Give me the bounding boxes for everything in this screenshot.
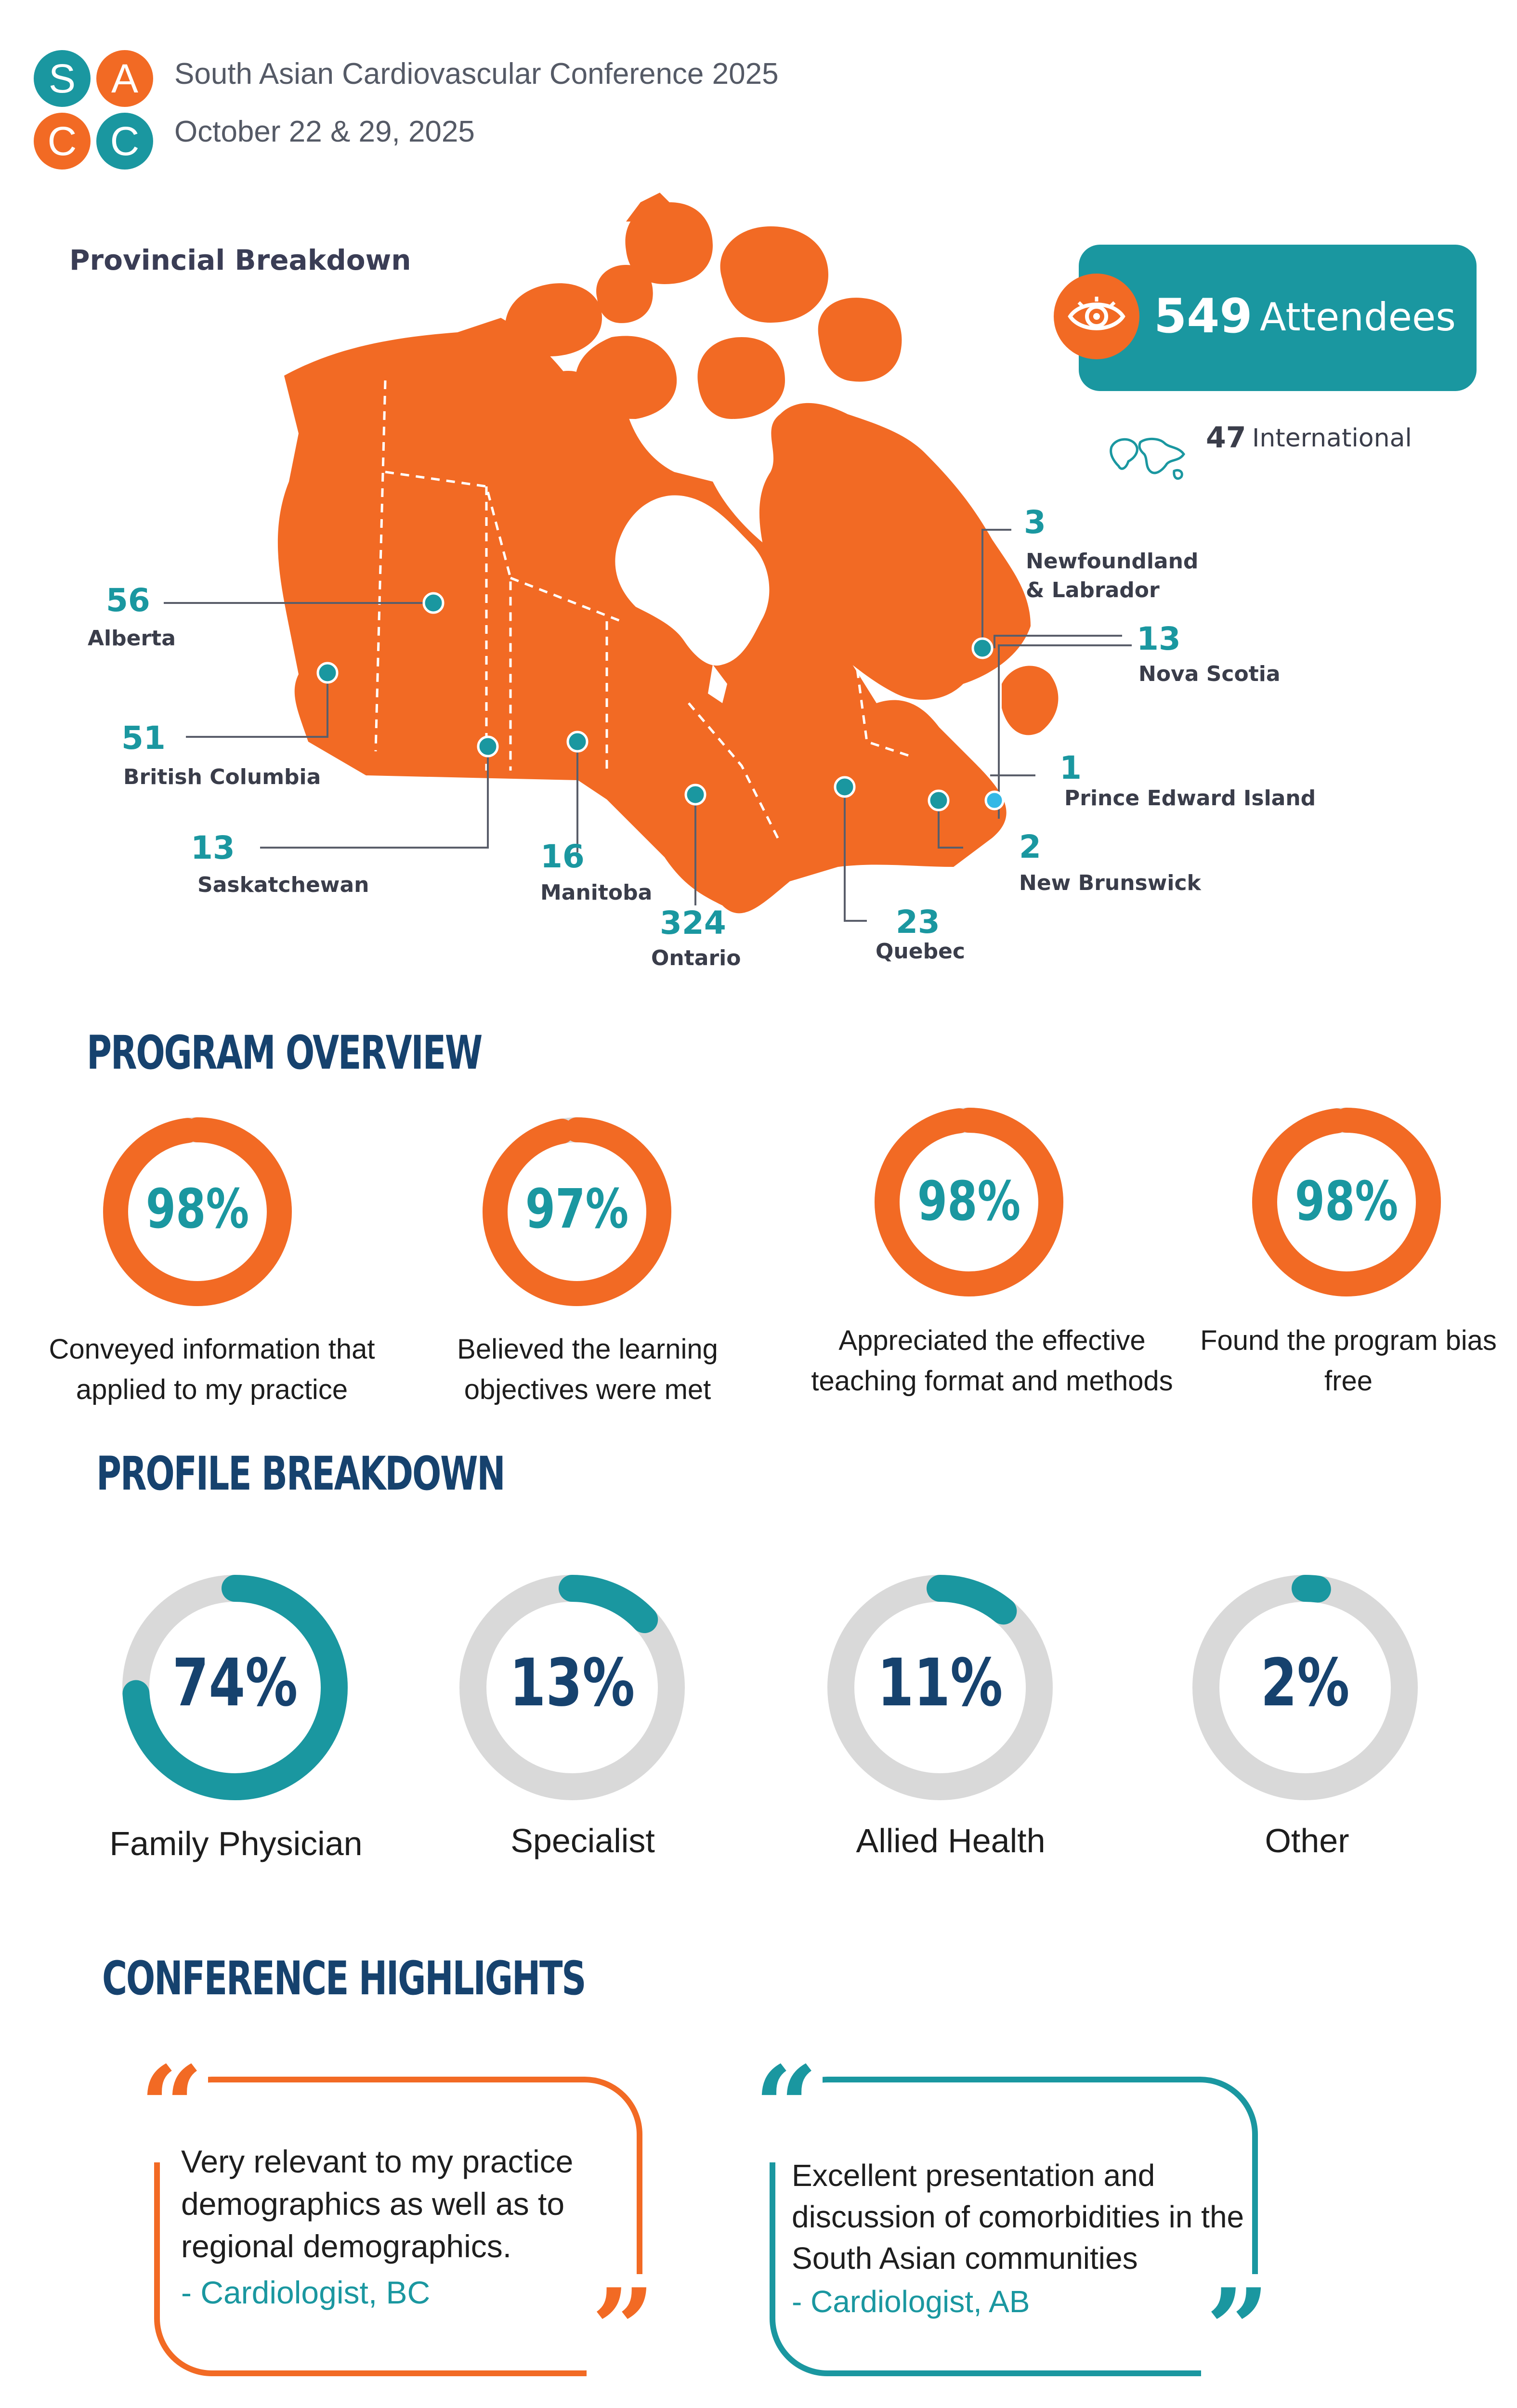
international-count: 47 [1206, 421, 1246, 455]
quote-text-1: Very relevant to my practice demographics as well as to regional demographics. [181, 2144, 574, 2264]
close-quote-icon-2: ” [1201, 2274, 1274, 2385]
pei-name: Prince Edward Island [1064, 786, 1316, 811]
overview-caption-4: Found the program bias free [1200, 1325, 1497, 1397]
profile-percent-3: 11% [877, 1645, 1003, 1721]
profile-label-2: Specialist [510, 1822, 655, 1859]
manitoba-name: Manitoba [540, 880, 653, 905]
logo-letter-c1: C [34, 113, 91, 170]
profile-percent-1: 74% [172, 1645, 298, 1721]
world-map-icon [1107, 432, 1189, 485]
british-columbia-name: British Columbia [123, 765, 321, 789]
quote-attribution-1: - Cardiologist, BC [181, 2275, 431, 2310]
logo-letter-s: S [34, 50, 91, 107]
program-overview-heading: PROGRAM OVERVIEW [87, 1026, 482, 1080]
conference-highlights-heading: CONFERENCE HIGHLIGHTS [102, 1951, 586, 2005]
conference-name: South Asian Cardiovascular Conference 2025 [174, 57, 779, 91]
profile-percent-4: 2% [1260, 1645, 1350, 1721]
profile-breakdown-heading: PROFILE BREAKDOWN [96, 1447, 505, 1501]
overview-percent-4: 98% [1295, 1170, 1399, 1233]
quebec-count: 23 [896, 903, 940, 941]
profile-label-1: Family Physician [109, 1825, 363, 1862]
overview-percent-2: 97% [525, 1178, 629, 1241]
saskatchewan-count: 13 [191, 829, 235, 866]
british-columbia-count: 51 [121, 720, 166, 757]
attendees-count: 549 [1154, 289, 1253, 344]
profile-label-3: Allied Health [856, 1822, 1046, 1859]
quote-text-2: Excellent presentation and discussion of comorbidities in the South Asian communities [792, 2158, 1244, 2276]
quebec-name: Quebec [876, 939, 965, 964]
profile-percent-2: 13% [509, 1645, 635, 1721]
nova-scotia-count: 13 [1137, 620, 1181, 657]
logo-letter-a: A [96, 50, 153, 107]
map-title: Provincial Breakdown [69, 244, 411, 276]
pei-count: 1 [1059, 749, 1082, 786]
nova-scotia-name: Nova Scotia [1138, 662, 1281, 686]
conference-dates: October 22 & 29, 2025 [174, 115, 475, 148]
alberta-name: Alberta [88, 626, 176, 651]
open-quote-icon-1: “ [135, 2052, 208, 2162]
newfoundland-name: Newfoundland & Labrador [1026, 549, 1199, 602]
new-brunswick-count: 2 [1019, 828, 1041, 865]
new-brunswick-name: New Brunswick [1019, 871, 1201, 895]
quote-attribution-2: - Cardiologist, AB [792, 2284, 1030, 2319]
logo-letter-c2: C [96, 113, 153, 170]
eye-icon [1054, 274, 1139, 359]
saskatchewan-name: Saskatchewan [197, 873, 369, 897]
overview-caption-1: Conveyed information that applied to my practice [49, 1334, 375, 1405]
overview-caption-2: Believed the learning objectives were met [457, 1334, 718, 1405]
newfoundland-count: 3 [1024, 504, 1046, 541]
open-quote-icon-2: “ [749, 2052, 823, 2162]
international-label: International [1252, 424, 1412, 453]
close-quote-icon-1: ” [587, 2274, 660, 2385]
alberta-count: 56 [106, 582, 150, 619]
attendees-label: Attendees [1260, 295, 1456, 340]
overview-percent-1: 98% [145, 1178, 249, 1241]
profile-label-4: Other [1265, 1822, 1349, 1859]
ontario-count: 324 [660, 904, 726, 942]
overview-caption-3: Appreciated the effective teaching format and methods [811, 1325, 1173, 1397]
manitoba-count: 16 [540, 838, 585, 875]
ontario-name: Ontario [651, 946, 741, 970]
overview-percent-3: 98% [917, 1170, 1021, 1233]
